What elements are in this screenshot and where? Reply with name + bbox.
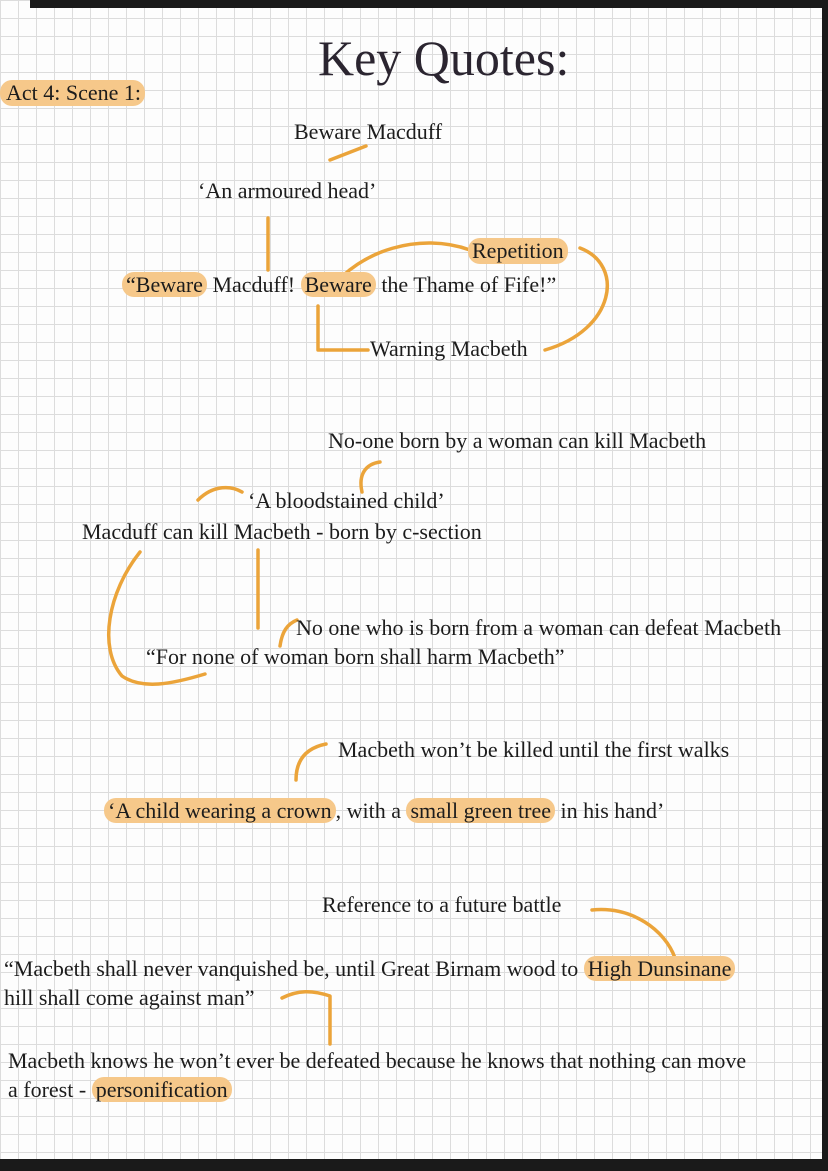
note-translation: No one who is born from a woman can defeat Macbeth: [296, 615, 782, 640]
highlight-high-dunsinane: High Dunsinane: [584, 956, 736, 981]
quote-beware-macduff: “Beware Macduff! Beware the Thame of Fife!”: [122, 272, 556, 298]
line-bloodstained-hook: [198, 488, 242, 500]
quote-birnam-wood-line2: hill shall come against man”: [4, 985, 255, 1010]
note-future-battle: Reference to a future battle: [322, 892, 562, 917]
line-firstwalks-hook: [296, 744, 326, 780]
vision-bloodstained-child: ‘A bloodstained child’: [248, 488, 445, 513]
highlight-green-tree: small green tree: [406, 798, 555, 823]
page-title: Key Quotes:: [318, 30, 570, 86]
line-battle-curve: [592, 910, 675, 958]
line-warning-bracket: [318, 306, 368, 350]
explanation-line2: a forest - personification: [8, 1077, 232, 1103]
section-label: Act 4: Scene 1:: [0, 80, 145, 106]
highlight-beware-2: Beware: [301, 272, 376, 297]
vision-armoured-head: ‘An armoured head’: [198, 178, 377, 203]
effect-warning: Warning Macbeth: [370, 336, 528, 361]
line-translation-hook: [280, 620, 297, 646]
highlight-beware-1: “Beware: [122, 272, 207, 297]
line-hill-arrow: [282, 992, 330, 1044]
highlight-child-crown: ‘A child wearing a crown: [104, 798, 336, 823]
note-beware-macduff: Beware Macduff: [294, 119, 443, 144]
note-first-walks: Macbeth won’t be killed until the first walks: [338, 737, 730, 762]
technique-repetition: Repetition: [468, 238, 568, 264]
quote-none-of-woman-born: “For none of woman born shall harm Macbeth”: [146, 644, 565, 669]
highlight-personification: personification: [92, 1077, 232, 1102]
quote-child-crown: ‘A child wearing a crown , with a small green tree in his hand’: [104, 798, 664, 824]
line-beware-dash: [330, 146, 366, 160]
note-no-one-born: No-one born by a woman can kill Macbeth: [328, 428, 707, 453]
note-c-section: Macduff can kill Macbeth - born by c-section: [82, 519, 482, 544]
quote-birnam-wood-line1: “Macbeth shall never vanquished be, until Great Birnam wood to High Dunsinane: [4, 956, 735, 982]
explanation-line1: Macbeth knows he won’t ever be defeated because he knows that nothing can move: [8, 1048, 747, 1073]
